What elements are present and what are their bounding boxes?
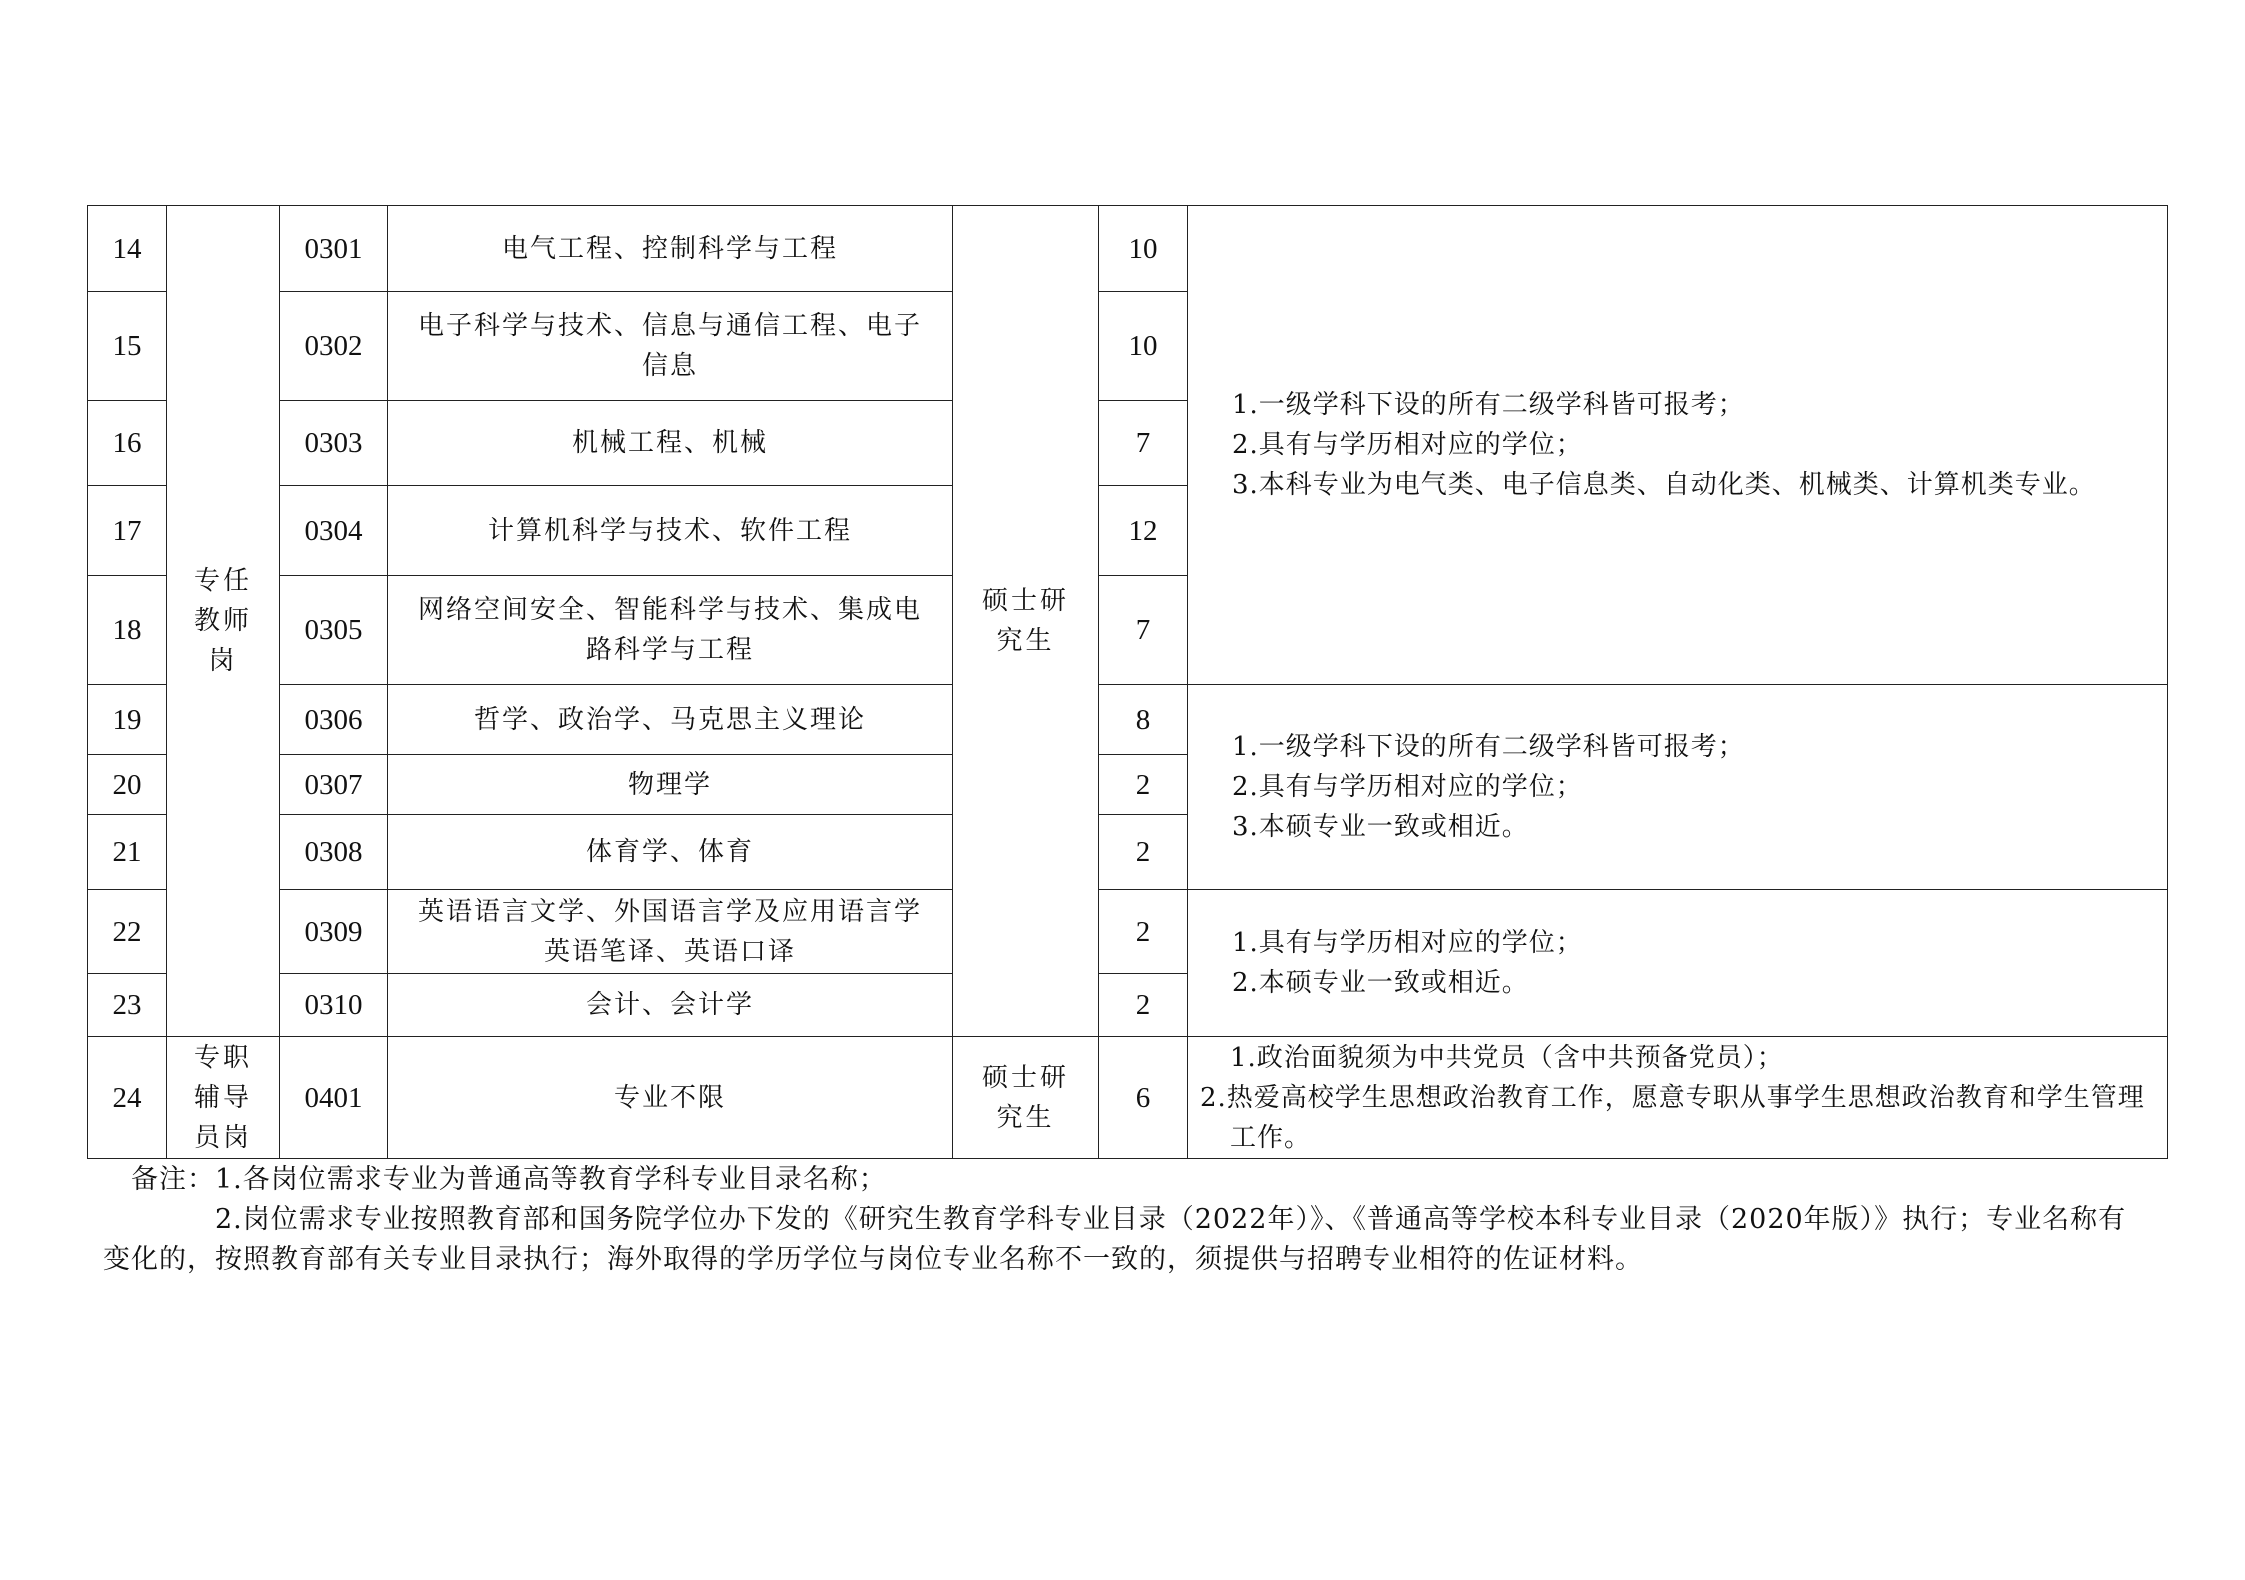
major-cell: [388, 974, 953, 1037]
row-number: 24: [88, 1037, 167, 1159]
major-text: 英语语言文学、外国语言学及应用语言学英语笔译、英语口译: [417, 896, 922, 967]
post-code: 0302: [280, 292, 388, 401]
major-text: 电气工程、控制科学与工程: [501, 233, 838, 264]
row-number: 23: [88, 974, 167, 1037]
requirement-line: 2.热爱高校学生思想政治教育工作，愿意专职从事学生思想政治教育和学生管理工作。: [1200, 1082, 2145, 1153]
hire-count: 2: [1099, 890, 1188, 974]
post-code: 0305: [280, 576, 388, 685]
hire-count: 7: [1099, 401, 1188, 486]
education-cell: [953, 1037, 1099, 1159]
major-text: 专业不限: [613, 1082, 726, 1113]
major-cell: [388, 206, 953, 292]
hire-count: 12: [1099, 486, 1188, 576]
hire-count: 8: [1099, 685, 1188, 755]
major-text: 会计、会计学: [585, 990, 754, 1020]
footnotes: [103, 1160, 2143, 1280]
hire-count: 2: [1099, 815, 1188, 890]
requirement-line: 2.具有与学历相对应的学位；: [1232, 430, 1583, 460]
post-code: 0304: [280, 486, 388, 576]
requirements-cell-2: [1188, 685, 2168, 890]
row-number: 22: [88, 890, 167, 974]
major-text: 计算机科学与技术、软件工程: [487, 515, 852, 546]
row-number: 16: [88, 401, 167, 486]
post-name: 专任教师岗: [193, 566, 252, 676]
table-row: [88, 890, 2168, 974]
major-cell: [388, 815, 953, 890]
hire-count: 2: [1099, 755, 1188, 815]
row-number: 21: [88, 815, 167, 890]
education-text: 硕士研究生: [981, 586, 1069, 656]
major-text: 体育学、体育: [585, 837, 754, 867]
table-row: [88, 685, 2168, 755]
table-row: [88, 206, 2168, 292]
requirement-line: 1.政治面貌须为中共党员（含中共预备党员）；: [1230, 1042, 1784, 1073]
major-cell: [388, 685, 953, 755]
post-code: 0301: [280, 206, 388, 292]
row-number: 18: [88, 576, 167, 685]
education-cell: [953, 206, 1099, 1037]
row-number: 19: [88, 685, 167, 755]
requirement-line: 3.本硕专业一致或相近。: [1232, 812, 1529, 842]
requirement-line: 1.一级学科下设的所有二级学科皆可报考；: [1232, 390, 1745, 420]
footnote-1: 备注：1.各岗位需求专业为普通高等教育学科专业目录名称；: [131, 1164, 887, 1195]
post-code: 0303: [280, 401, 388, 486]
major-cell: [388, 292, 953, 401]
row-number: 14: [88, 206, 167, 292]
requirement-line: 1.具有与学历相对应的学位；: [1232, 928, 1583, 958]
major-text: 物理学: [627, 769, 712, 800]
footnote-2: 2.岗位需求专业按照教育部和国务院学位办下发的《研究生教育学科专业目录（2022年）》、《普通高等学校本科专业目录（2020年版）》执行；专业名称有变化的，按照教育部有关专业目录执行；海外取得的学历学位与岗位专业名称不一致的，须提供与招聘专业相符的佐证材料。: [103, 1204, 2127, 1275]
post-name: 专职辅导员岗: [193, 1042, 252, 1153]
major-cell: [388, 401, 953, 486]
post-code: 0401: [280, 1037, 388, 1159]
requirement-line: 3.本科专业为电气类、电子信息类、自动化类、机械类、计算机类专业。: [1232, 470, 2096, 500]
recruitment-table: [87, 205, 2168, 1159]
major-cell: [388, 890, 953, 974]
post-teacher-cell: [167, 206, 280, 1037]
major-cell: [388, 576, 953, 685]
hire-count: 10: [1099, 292, 1188, 401]
hire-count: 10: [1099, 206, 1188, 292]
major-text: 机械工程、机械: [571, 428, 768, 458]
requirements-cell-3: [1188, 890, 2168, 1037]
major-text: 电子科学与技术、信息与通信工程、电子信息: [417, 311, 922, 381]
requirement-line: 2.本硕专业一致或相近。: [1232, 968, 1529, 998]
row-number: 15: [88, 292, 167, 401]
post-code: 0308: [280, 815, 388, 890]
education-text: 硕士研究生: [981, 1062, 1069, 1133]
post-code: 0309: [280, 890, 388, 974]
requirement-line: 2.具有与学历相对应的学位；: [1232, 772, 1583, 802]
requirements-cell-4: [1188, 1037, 2168, 1159]
post-code: 0306: [280, 685, 388, 755]
post-counselor-cell: [167, 1037, 280, 1159]
post-code: 0307: [280, 755, 388, 815]
major-cell: [388, 486, 953, 576]
major-text: 哲学、政治学、马克思主义理论: [473, 704, 866, 735]
major-cell: [388, 1037, 953, 1159]
hire-count: 6: [1099, 1037, 1188, 1159]
row-number: 17: [88, 486, 167, 576]
requirement-line: 1.一级学科下设的所有二级学科皆可报考；: [1232, 732, 1745, 762]
row-number: 20: [88, 755, 167, 815]
table-row: [88, 1037, 2168, 1159]
post-code: 0310: [280, 974, 388, 1037]
requirements-cell-1: [1188, 206, 2168, 685]
hire-count: 2: [1099, 974, 1188, 1037]
major-cell: [388, 755, 953, 815]
hire-count: 7: [1099, 576, 1188, 685]
major-text: 网络空间安全、智能科学与技术、集成电路科学与工程: [417, 595, 922, 665]
